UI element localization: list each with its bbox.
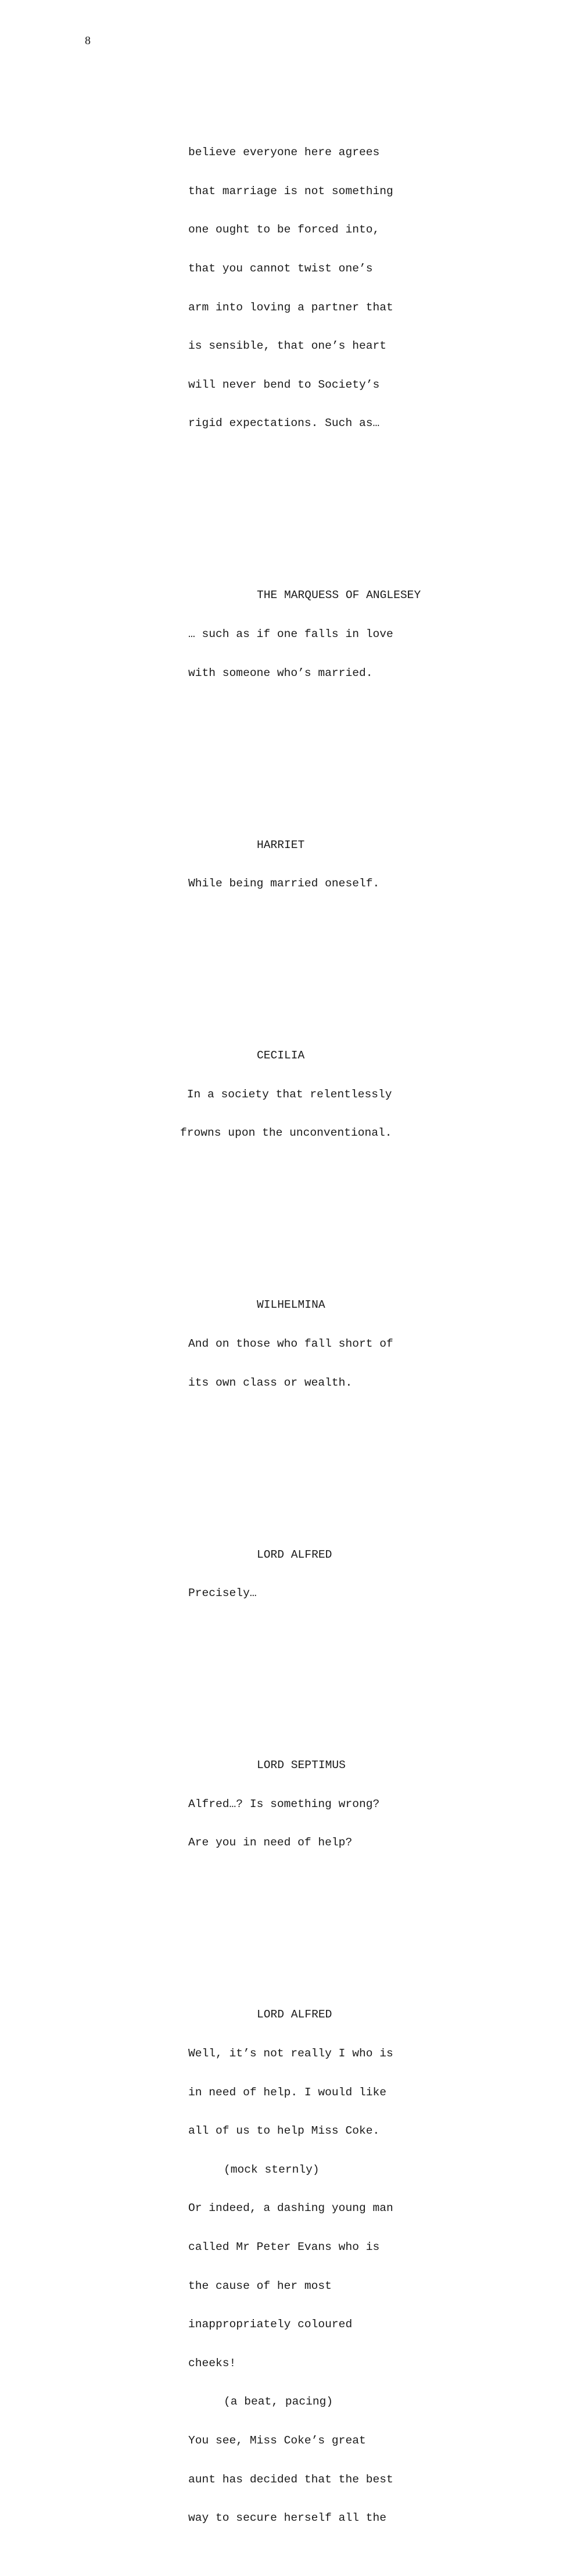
character-cue: WILHELMINA: [257, 1298, 325, 1312]
character-cue: HARRIET: [257, 838, 305, 851]
dialogue-line: Alfred…? Is something wrong?: [188, 1797, 380, 1811]
speech-harriet: [0, 813, 581, 916]
dialogue-continued: [0, 120, 581, 456]
dialogue-line: way to secure herself all the: [188, 2511, 386, 2525]
dialogue-line: Are you in need of help?: [188, 1836, 353, 1849]
dialogue-line: will never bend to Society’s: [188, 378, 380, 391]
character-cue: CECILIA: [257, 1049, 305, 1062]
screenplay-body: [0, 69, 581, 2576]
dialogue-line: all of us to help Miss Coke.: [188, 2124, 380, 2138]
dialogue-line: Or indeed, a dashing young man: [188, 2202, 393, 2215]
dialogue-line: its own class or wealth.: [188, 1376, 353, 1389]
dialogue-line: You see, Miss Coke’s great: [188, 2434, 366, 2447]
dialogue-line: called Mr Peter Evans who is: [188, 2240, 380, 2253]
character-cue: LORD ALFRED: [257, 2008, 332, 2022]
dialogue-line: in need of help. I would like: [188, 2085, 386, 2099]
parenthetical: (mock sternly): [224, 2163, 320, 2176]
speech-lord-alfred: [0, 1522, 581, 1626]
parenthetical: (a beat, pacing): [224, 2395, 333, 2409]
dialogue-line: is sensible, that one’s heart: [188, 339, 386, 353]
character-cue: LORD ALFRED: [257, 1548, 332, 1561]
speech-lord-septimus: [0, 1733, 581, 1875]
dialogue-line: frowns upon the unconventional.: [180, 1126, 392, 1140]
dialogue-line: cheeks!: [188, 2356, 236, 2370]
speech-wilhelmina: [0, 1273, 581, 1415]
dialogue-line: While being married oneself.: [188, 877, 380, 890]
dialogue-line: Precisely…: [188, 1587, 257, 1600]
dialogue-line: aunt has decided that the best: [188, 2473, 393, 2486]
dialogue-line: that marriage is not something: [188, 184, 393, 198]
dialogue-line: … such as if one falls in love: [188, 627, 393, 641]
page-number: 8: [85, 34, 91, 47]
character-cue: THE MARQUESS OF ANGLESEY: [257, 589, 421, 602]
speech-marquess: [0, 563, 581, 705]
dialogue-line: one ought to be forced into,: [188, 223, 380, 237]
dialogue-line: In a society that relentlessly: [180, 1087, 392, 1101]
dialogue-line: with someone who’s married.: [188, 666, 373, 679]
dialogue-line: arm into loving a partner that: [188, 300, 393, 314]
dialogue-line: Well, it’s not really I who is: [188, 2047, 393, 2060]
dialogue-line: rigid expectations. Such as…: [188, 417, 380, 430]
speech-lord-alfred-2: [0, 1983, 581, 2550]
dialogue-line: believe everyone here agrees: [188, 146, 380, 159]
dialogue-line: And on those who fall short of: [188, 1337, 393, 1350]
character-cue: LORD SEPTIMUS: [257, 1759, 346, 1772]
dialogue-line: that you cannot twist one’s: [188, 262, 373, 275]
dialogue-line: the cause of her most: [188, 2279, 332, 2292]
dialogue-line: inappropriately coloured: [188, 2318, 353, 2331]
speech-cecilia: [0, 1024, 581, 1165]
